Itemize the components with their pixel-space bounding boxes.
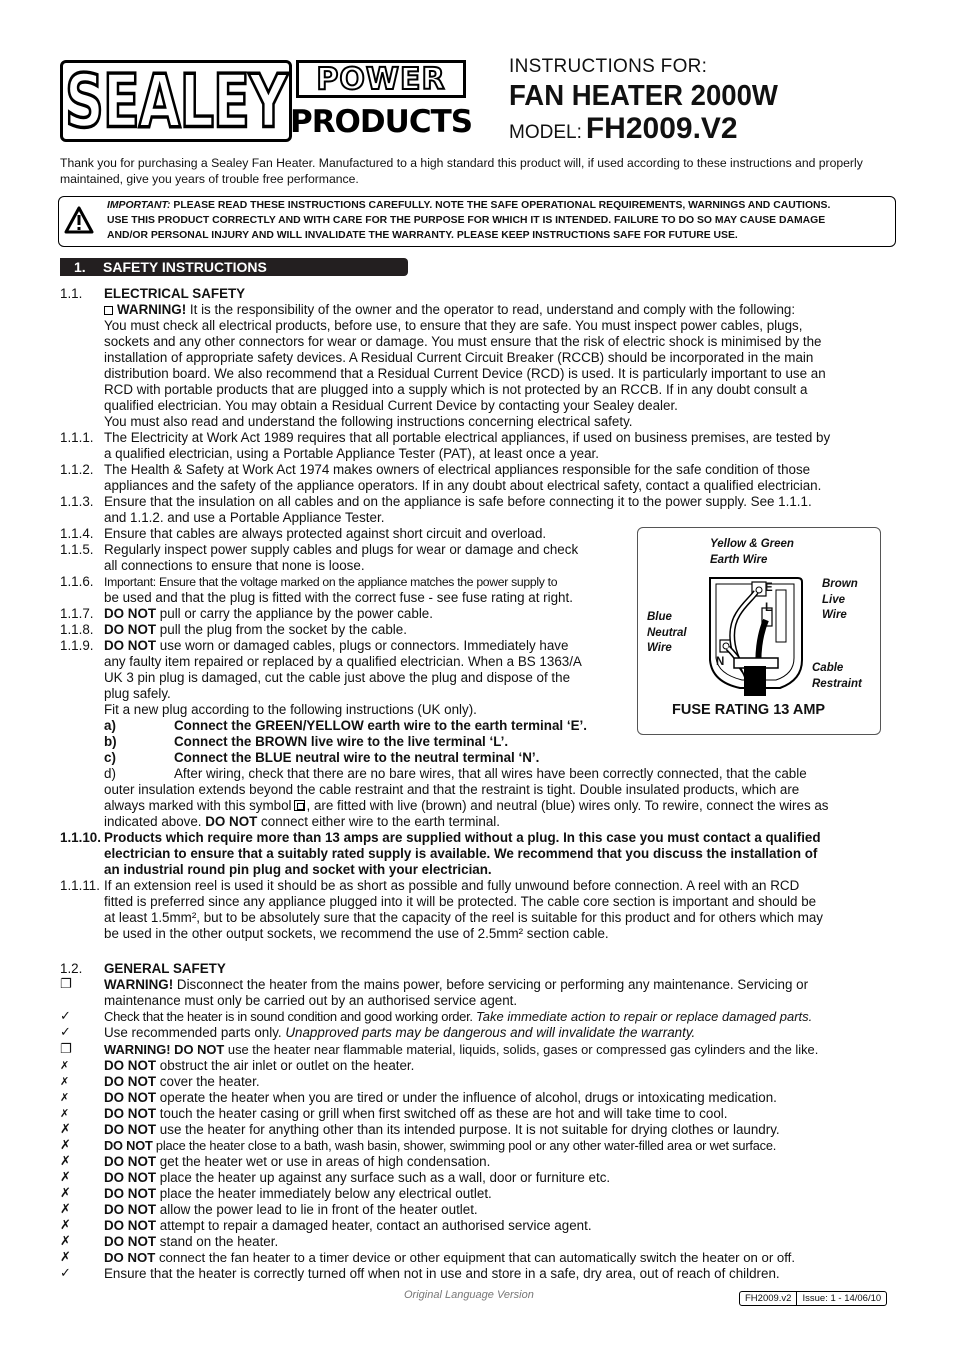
warning-triangle-icon [64,206,94,234]
text: use the heater near flammable material, liquids, solids, gases or compressed gas cylinders and the like. [224,1042,819,1057]
label-line: Earth Wire [710,553,768,566]
text: connect either wire to the earth terminal. [257,814,500,829]
text: always marked with this symbol [104,798,292,813]
item-number: 1.1.5. [60,542,94,557]
do-not-label: DO NOT [104,1138,153,1153]
paragraph-line [104,1106,727,1122]
paragraph-line [104,814,500,830]
item-number: 1.1.2. [60,462,94,477]
paragraph-line: RCD with portable products that are plugged into a supply which is not protected by an RCCB. If in any doubt consult a [104,382,808,397]
label-line: Live [822,593,846,606]
tick-icon: ✓ [60,1266,71,1281]
checkbox-icon: ❐ [60,1042,72,1057]
paragraph-line: any faulty item repaired or replaced by a qualified electrician. When a BS 1363/A [104,654,582,669]
section-title: SAFETY INSTRUCTIONS [103,259,267,275]
terminal-l-label: L [765,602,773,614]
paragraph-line [104,798,829,814]
text: cover the heater. [156,1074,260,1089]
page-title: FAN HEATER 2000W [509,80,778,112]
text: , are fitted with live (brown) and neutral (blue) wires only. To rewire, connect the wires as [306,798,829,813]
neutral-wire-label [647,610,687,657]
do-not-label: DO NOT [104,1074,157,1089]
label-line: Blue [647,611,672,623]
list-item: After wiring, check that there are no bare wires, that all wires have been correctly connected, that the cable [174,766,807,781]
text: pull the plug from the socket by the cable. [156,622,407,637]
power-logo: POWER [296,60,466,98]
list-letter: c) [104,750,116,765]
label-line: Wire [822,609,847,621]
paragraph-line [104,1138,776,1154]
item-number: 1.1.10. [60,830,101,845]
paragraph-line [104,1042,818,1058]
paragraph-line [104,1009,812,1025]
section-header [60,258,408,276]
warning-line: AND/OR PERSONAL INJURY AND WILL INVALIDATE THE WARRANTY. PLEASE KEEP INSTRUCTIONS SAFE FOR FUTURE USE. [107,230,738,241]
item-number: 1.1.1. [60,430,94,445]
paragraph-line: sockets and any other connectors for wear or damage. You must ensure that the risk of electric shock is minimised by the [104,334,822,349]
section-number: 1. [74,259,86,275]
paragraph-line: UK 3 pin plug is damaged, cut the cable just above the plug and dispose of the [104,670,571,685]
paragraph-line: Ensure that the insulation on all cables and on the appliance is safe before connecting it to the power supply. See 1.1.1. [104,494,812,509]
cross-icon: ✗ [60,1122,71,1137]
label-line: Cable [812,662,844,674]
text: stand on the heater. [156,1234,279,1249]
terminal-n-label: N [716,656,725,668]
text: place the heater up against any surface such as a wall, door or furniture etc. [156,1170,611,1185]
list-letter: b) [104,734,117,749]
cross-icon: ✗ [60,1138,71,1153]
cross-icon: ✗ [60,1075,70,1088]
do-not-label: DO NOT [104,1186,157,1201]
item-number: 1.1.7. [60,606,94,621]
paragraph-line: maintenance must only be carried out by an authorised service agent. [104,993,518,1008]
cross-icon: ✗ [60,1170,71,1185]
list-item: Connect the GREEN/YELLOW earth wire to the earth terminal ‘E’. [174,718,587,733]
text: place the heater close to a bath, wash basin, shower, swimming pool or any other water-filled area or wet surface. [152,1138,777,1153]
paragraph-line: You must check all electrical products, before use, to ensure that they are safe. You must inspect power cables, plugs, [104,318,803,333]
list-item: Connect the BLUE neutral wire to the neutral terminal ‘N’. [174,750,540,765]
paragraph-line: Ensure that the heater is correctly turned off when not in use and store in a safe, dry area, out of reach of children. [104,1266,780,1281]
text: Disconnect the heater from the mains power, before servicing or performing any maintenance. Servicing or [173,977,809,992]
paragraph-line: at least 1.5mm², but to be absolutely sure that the capacity of the reel is suitable for this product and for others which may [104,910,824,925]
paragraph-line: be used in the other output sockets, we recommend the use of 2.5mm² section cable. [104,926,609,941]
item-number: 1.1.11. [60,878,100,893]
paragraph-line: You must also read and understand the following instructions concerning electrical safety. [104,414,633,429]
paragraph-line: plug safely. [104,686,171,701]
text: operate the heater when you are tired or under the influence of alcohol, drugs or intoxicating medication. [156,1090,777,1105]
do-not-label: DO NOT [104,1106,157,1121]
paragraph-line: fitted is preferred since any appliance plugged into it will be protected. The cable core section is important and should be [104,894,817,909]
paragraph-line [104,1122,780,1138]
item-number: 1.2. [60,961,83,976]
do-not-label: DO NOT [104,1058,157,1073]
do-not-label: DO NOT [104,622,157,637]
paragraph-line [104,1058,414,1074]
tick-icon: ✓ [60,1009,71,1024]
paragraph-line: The Health & Safety at Work Act 1974 makes owners of electrical appliances responsible for the safe condition of those [104,462,811,477]
plug-illustration [690,560,830,700]
text: attempt to repair a damaged heater, contact an authorised service agent. [156,1218,592,1233]
paragraph-line [104,1025,695,1041]
paragraph-line [104,638,568,654]
paragraph-line: The Electricity at Work Act 1989 requires that all portable electrical appliances, if used on business premises, are tested by [104,430,831,445]
label-line: Yellow & Green [710,538,794,550]
do-not-label: DO NOT [104,1202,157,1217]
paragraph-line: an industrial round pin plug and socket with your electrician. [104,862,492,877]
do-not-label: DO NOT [104,1122,157,1137]
paragraph-line: electrician to ensure that a suitably rated supply is available. We recommend that you discuss the installation of [104,846,818,861]
text: allow the power lead to lie in front of the heater outlet. [156,1202,478,1217]
subsection-title: GENERAL SAFETY [104,961,226,976]
do-not-label: DO NOT [104,1170,157,1185]
cross-icon: ✗ [60,1107,70,1120]
paragraph-line: outer insulation extends beyond the cable restraint and that the restraint is tight. Double insulated products, which are [104,782,800,797]
document-code-box [739,1291,887,1306]
original-language-note: Original Language Version [404,1289,534,1301]
text: pull or carry the appliance by the power cable. [156,606,433,621]
paragraph-line: appliances and the safety of the appliance operators. If in any doubt about electrical safety, contact a qualified electrician. [104,478,822,493]
paragraph-line [104,1186,492,1202]
paragraph-line [104,1154,490,1170]
text: obstruct the air inlet or outlet on the heater. [156,1058,415,1073]
fuse-rating: FUSE RATING 13 AMP [672,702,826,718]
text: Unapproved parts may be dangerous and will invalidate the warranty. [285,1025,696,1040]
paragraph-line: a qualified electrician, using a Portable Appliance Tester (PAT), at least once a year. [104,446,599,461]
text: connect the fan heater to a timer device or other equipment that can automatically switch the heater on or off. [155,1250,796,1265]
label-line: Brown [822,578,858,590]
paragraph-line [104,1202,478,1218]
sealey-logo [60,60,292,142]
checkbox-icon: ❐ [60,977,72,992]
paragraph-line: be used and that the plug is fitted with the correct fuse - see fuse rating at right. [104,590,573,605]
item-number: 1.1.9. [60,638,94,653]
list-letter: d) [104,766,116,781]
sealey-logo-text: SEALEY [65,58,287,144]
paragraph-line: distribution board. We also recommend that a Residual Current Device (RCD) is used. It is particularly important to use an [104,366,826,381]
paragraph-line: qualified electrician. You may obtain a Residual Current Device by contacting your Sealey dealer. [104,398,678,413]
item-number: 1.1.8. [60,622,94,637]
do-not-label: DO NOT [104,1234,157,1249]
document-code: FH2009.v2 [745,1293,792,1304]
warning-line: USE THIS PRODUCT CORRECTLY AND WITH CARE FOR THE PURPOSE FOR WHICH IT IS INTENDED. FAILURE TO DO SO MAY CAUSE DAMAGE [107,215,826,226]
paragraph-line: installation of appropriate safety devices. A Residual Current Circuit Breaker (RCCB) should be incorporated in the main [104,350,814,365]
warning-text [107,198,892,243]
instructions-for: INSTRUCTIONS FOR: [509,56,708,77]
tick-icon: ✓ [60,1025,71,1040]
paragraph-line: Ensure that cables are always protected against short circuit and overload. [104,526,547,541]
do-not-label: DO NOT [205,814,258,829]
paragraph-line [104,622,407,638]
paragraph-line: and 1.1.2. and use a Portable Appliance Tester. [104,510,385,525]
label-line: Restraint [812,677,862,690]
text: touch the heater casing or grill when first switched off as these are hot and will take time to cool. [156,1106,728,1121]
list-letter: a) [104,718,116,733]
warning-label: WARNING! [117,302,187,317]
cross-icon: ✗ [60,1218,71,1233]
text: get the heater wet or use in areas of high condensation. [156,1154,491,1169]
model-line [509,112,738,146]
paragraph-line [104,1074,260,1090]
text: use worn or damaged cables, plugs or connectors. Immediately have [156,638,569,653]
item-number: 1.1.4. [60,526,94,541]
cross-icon: ✗ [60,1202,71,1217]
issue-date: Issue: 1 - 14/06/10 [796,1292,886,1305]
cross-icon: ✗ [60,1091,70,1104]
cross-icon: ✗ [60,1234,71,1249]
item-number: 1.1.6. [60,574,94,589]
paragraph-line [104,1218,592,1234]
paragraph-line [104,606,433,622]
warning-label: WARNING! DO NOT [104,1042,225,1057]
do-not-label: DO NOT [104,606,157,621]
text: Use recommended parts only. [104,1025,286,1040]
paragraph-line: Important: Ensure that the voltage marked on the appliance matches the power supply to [104,575,558,589]
label-line: Neutral [647,626,687,639]
text: use the heater for anything other than its intended purpose. It is not suitable for drying clothes or laundry. [156,1122,780,1137]
paragraph-line: Products which require more than 13 amps are supplied without a plug. In this case you must contact a qualified [104,830,821,845]
paragraph-line [104,977,808,993]
do-not-label: DO NOT [104,1154,157,1169]
warning-label: WARNING! [104,977,174,992]
label-line: Wire [647,642,672,654]
checkbox-icon [104,306,113,315]
paragraph-line: Regularly inspect power supply cables and plugs for wear or damage and check [104,542,579,557]
cross-icon: ✗ [60,1154,71,1169]
text: Take immediate action to repair or replace damaged parts. [476,1009,813,1024]
cross-icon: ✗ [60,1059,70,1072]
paragraph-line [104,1090,777,1106]
text: Check that the heater is in sound condition and good working order. [104,1009,477,1024]
do-not-label: DO NOT [104,638,157,653]
paragraph-line [104,1234,278,1250]
do-not-label: DO NOT [104,1090,157,1105]
text: It is the responsibility of the owner and the operator to read, understand and comply with the following: [186,302,796,317]
item-number: 1.1.3. [60,494,94,509]
warning-line: PLEASE READ THESE INSTRUCTIONS CAREFULLY. NOTE THE SAFE OPERATIONAL REQUIREMENTS, WARNINGS AND CAUTIONS. [170,200,831,211]
intro-text: Thank you for purchasing a Sealey Fan Heater. Manufactured to a high standard this product will, if used according to these instructions and properly maintained, give you years of trouble free performance. [60,156,863,186]
terminal-e-label: E [765,582,773,594]
paragraph-line: If an extension reel is used it should be as short as possible and fully unwound before connection. A reel with an RCD [104,878,800,893]
paragraph-line: Fit a new plug according to the following instructions (UK only). [104,702,477,717]
text: place the heater immediately below any electrical outlet. [156,1186,492,1201]
paragraph-line [104,1170,610,1186]
paragraph-line [104,302,795,318]
cross-icon: ✗ [60,1186,71,1201]
item-number: 1.1. [60,286,83,301]
model-number: FH2009.V2 [585,112,738,145]
text: indicated above. [104,814,206,829]
double-insulated-icon [294,800,305,811]
subsection-title: ELECTRICAL SAFETY [104,286,246,301]
list-item: Connect the BROWN live wire to the live terminal ‘L’. [174,734,509,749]
important-label: IMPORTANT: [107,200,171,211]
products-logo: PRODUCTS [289,104,473,140]
paragraph-line: all connections to ensure that none is loose. [104,558,365,573]
cross-icon: ✗ [60,1250,71,1265]
do-not-label: DO NOT [104,1218,157,1233]
paragraph-line [104,1250,795,1266]
model-label: MODEL: [509,122,582,143]
do-not-label: DO NOT [104,1250,156,1265]
